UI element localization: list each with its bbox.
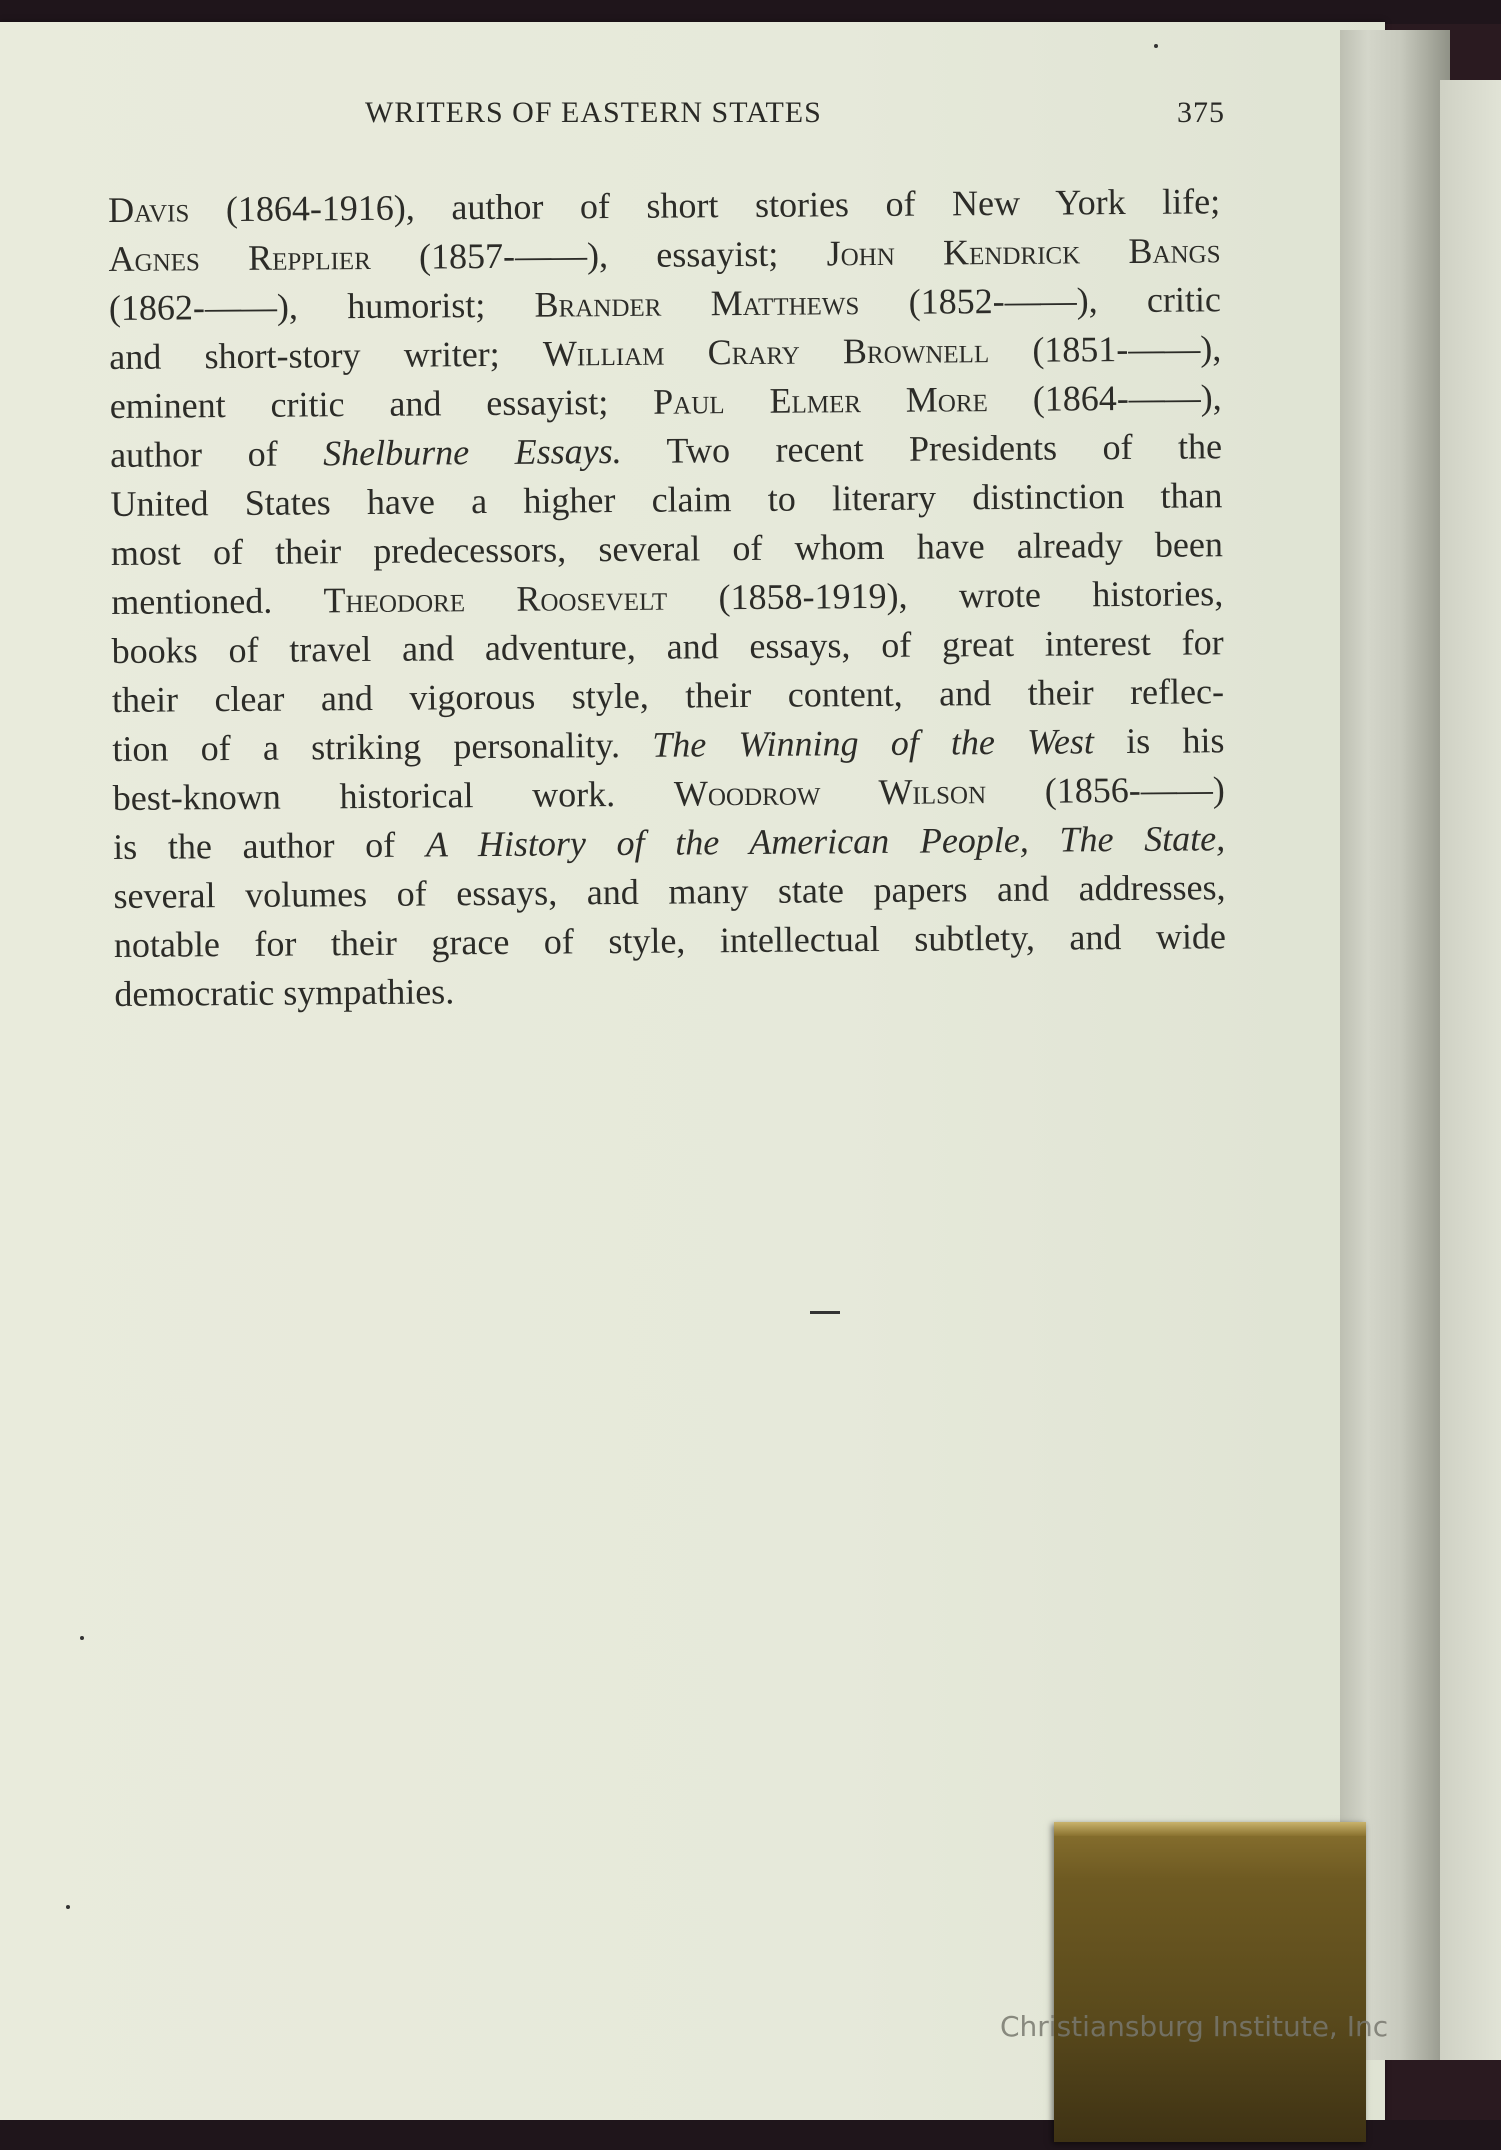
text-run: and short-story writer; [109, 333, 544, 377]
top-background [0, 0, 1501, 24]
author-name: Woodrow Wilson [673, 771, 987, 814]
author-name: Paul Elmer More [653, 379, 988, 422]
print-mark [810, 1311, 840, 1314]
text-line: democratic sympathies. [114, 971, 455, 1014]
text-line: United States have a higher claim to literary distinction than [110, 475, 1223, 524]
book-title: Shelburne Essays. [322, 430, 622, 474]
back-cover-edge [1440, 80, 1501, 2060]
speck [80, 1636, 84, 1640]
watermark: Christiansburg Institute, Inc [1000, 2010, 1389, 2043]
book-title: The Winning of the West [652, 721, 1095, 765]
page-edges [1340, 30, 1450, 2060]
text-line [113, 814, 1225, 872]
body-text [108, 177, 1227, 1019]
running-head: WRITERS OF EASTERN STATES [365, 96, 822, 129]
text-line: several volumes of essays, and many state papers and addresses, [113, 867, 1226, 916]
text-run: (1864-1916), author of short stories of New York life; [189, 181, 1221, 230]
author-name: John Kendrick Bangs [826, 230, 1221, 274]
text-line: notable for their grace of style, intellectual subtlety, and wide [113, 916, 1227, 965]
text-line: books of travel and adventure, and essays, of great interest for [111, 622, 1224, 671]
speck [1154, 44, 1158, 48]
text-line [111, 569, 1223, 627]
brass-clip [1054, 1822, 1366, 2142]
text-run: (1858-1919), wrote histories, [667, 573, 1224, 618]
text-line: their clear and vigorous style, their content, and their reflec- [111, 671, 1225, 720]
text-run: mentioned. [111, 580, 324, 622]
text-run: Two recent Presidents of the [621, 426, 1223, 471]
text-run: tion of a striking personality. [112, 724, 653, 769]
page-header [365, 96, 1225, 136]
author-name: Agnes Repplier [108, 236, 371, 279]
book-title: A History of the American People, The State, [425, 818, 1226, 865]
text-run: (1852-——), critic [859, 279, 1222, 323]
text-run: (1862-——), humorist; [108, 284, 535, 328]
text-run: (1857-——), essayist; [370, 233, 827, 277]
text-line [110, 373, 1222, 431]
author-name: William Crary Brownell [542, 330, 990, 374]
text-run: is his [1093, 720, 1225, 762]
text-line [109, 324, 1221, 382]
text-line [109, 275, 1221, 333]
text-line: most of their predecessors, several of whom have already been [110, 524, 1224, 573]
text-line [113, 765, 1225, 823]
text-line [112, 716, 1224, 774]
page-number: 375 [1177, 96, 1225, 129]
text-run: author of [109, 433, 324, 475]
speck [66, 1905, 70, 1909]
text-line [110, 422, 1222, 480]
text-run: eminent critic and essayist; [109, 381, 654, 426]
brass-clip-top [1054, 1822, 1366, 1836]
text-line [108, 226, 1220, 284]
text-line [108, 177, 1220, 235]
author-name: Theodore Roosevelt [323, 577, 668, 621]
author-name: Brander Matthews [534, 282, 860, 325]
text-run: best-known historical work. [112, 773, 675, 818]
author-name: Davis [108, 189, 190, 230]
text-run: (1856-——) [985, 769, 1225, 812]
text-run: (1864-——), [987, 377, 1222, 420]
text-run: (1851-——), [988, 328, 1222, 371]
text-run: is the author of [113, 824, 427, 867]
